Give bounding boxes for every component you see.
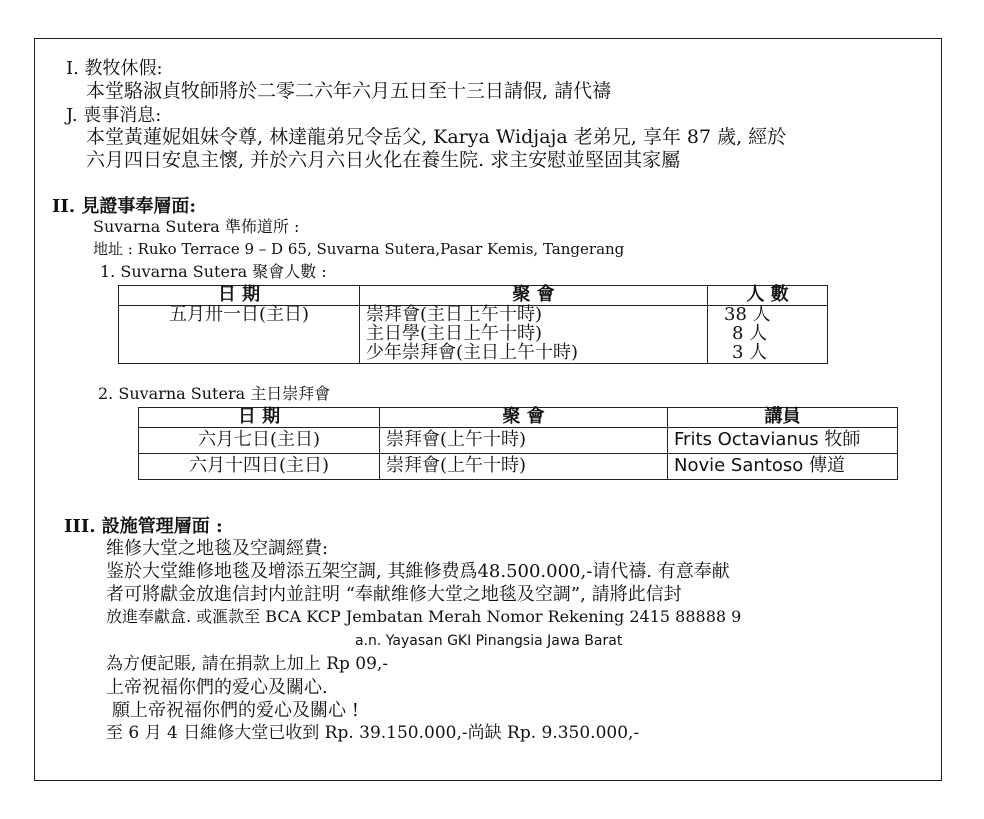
facility-line-8: 至 6 月 4 日維修大堂已收到 Rp. 39.150.000,-尚缺 Rp. 9.350.000,- — [106, 723, 640, 743]
worship-speaker: Novie Santoso 傳道 — [668, 453, 898, 479]
facility-line-2: 者可將獻金放進信封内並註明 “奉献维修大堂之地毯及空調”, 請將此信封 — [106, 584, 682, 605]
facility-line-7: 願上帝祝福你們的爱心及關心 ! — [112, 700, 359, 721]
worship-speaker: Frits Octavianus 牧師 — [668, 427, 898, 453]
worship-header-date: 日 期 — [139, 408, 380, 428]
attendance-meeting: 主日學(主日上午十時) — [366, 322, 543, 344]
worship-table — [138, 407, 898, 480]
funeral-line-1: 本堂黃蓮妮姐妹令尊, 林達龍弟兄令岳父, Karya Widjaja 老弟兄, 享年 87 歲, 經於 — [86, 126, 787, 148]
attendance-count: 38 人 — [724, 303, 771, 325]
attendance-meeting: 少年崇拜會(主日上午十時) — [366, 341, 579, 363]
funeral-heading: J. 喪事消息: — [66, 105, 162, 126]
attendance-table — [118, 285, 828, 364]
attendance-count: 8 人 — [732, 322, 768, 344]
attendance-meeting: 崇拜會(主日上午十時) — [366, 303, 543, 325]
attendance-header-meeting: 聚 會 — [360, 286, 708, 306]
worship-date: 六月十四日(主日) — [139, 453, 380, 479]
funeral-line-2: 六月四日安息主懷, 并於六月六日火化在養生院. 求主安慰並堅固其家屬 — [86, 149, 681, 171]
worship-meeting: 崇拜會(上午十時) — [380, 427, 668, 453]
facility-heading: III. 設施管理層面 : — [64, 516, 223, 537]
facility-subheading: 维修大堂之地毯及空調經費: — [106, 538, 329, 559]
facility-line-5: 為方便記賬, 請在捐款上加上 Rp 09,- — [106, 654, 389, 674]
worship-meeting: 崇拜會(上午十時) — [380, 453, 668, 479]
worship-title: 2. Suvarna Sutera 主日崇拜會 — [98, 384, 331, 403]
facility-line-6: 上帝祝福你們的爱心及關心. — [106, 677, 328, 698]
worship-row — [139, 453, 898, 479]
account-holder: a.n. Yayasan GKI Pinangsia Jawa Barat — [355, 633, 623, 649]
attendance-header-row — [119, 286, 828, 306]
attendance-meetings — [360, 305, 708, 363]
attendance-count: 3 人 — [732, 341, 768, 363]
facility-line-1: 鉴於大堂維修地毯及增添五架空調, 其維修费爲48.500.000,-请代禱. 有意奉献 — [106, 561, 730, 582]
attendance-date: 五月卅一日(主日) — [119, 305, 360, 363]
leave-text: 本堂駱淑貞牧師將於二零二六年六月五日至十三日請假, 請代禱 — [86, 80, 612, 102]
leave-heading: I. 教牧休假: — [66, 58, 163, 79]
attendance-header-date: 日 期 — [119, 286, 360, 306]
facility-line-3: 放進奉獻盒. 或滙款至 BCA KCP Jembatan Merah Nomor Rekening 2415 88888 9 — [106, 607, 742, 626]
worship-date: 六月七日(主日) — [139, 427, 380, 453]
attendance-title: 1. Suvarna Sutera 聚會人數 : — [100, 262, 327, 281]
attendance-row — [119, 305, 828, 363]
witness-heading: II. 見證事奉層面: — [52, 196, 197, 217]
preaching-post-address: 地址 : Ruko Terrace 9 – D 65, Suvarna Sutera,Pasar Kemis, Tangerang — [93, 240, 625, 258]
worship-header-speaker: 講員 — [668, 408, 898, 428]
worship-header-meeting: 聚 會 — [380, 408, 668, 428]
worship-row — [139, 427, 898, 453]
worship-header-row — [139, 408, 898, 428]
preaching-post-label: Suvarna Sutera 準佈道所 : — [93, 217, 300, 236]
attendance-header-count: 人 數 — [708, 286, 828, 306]
attendance-counts — [708, 305, 828, 363]
